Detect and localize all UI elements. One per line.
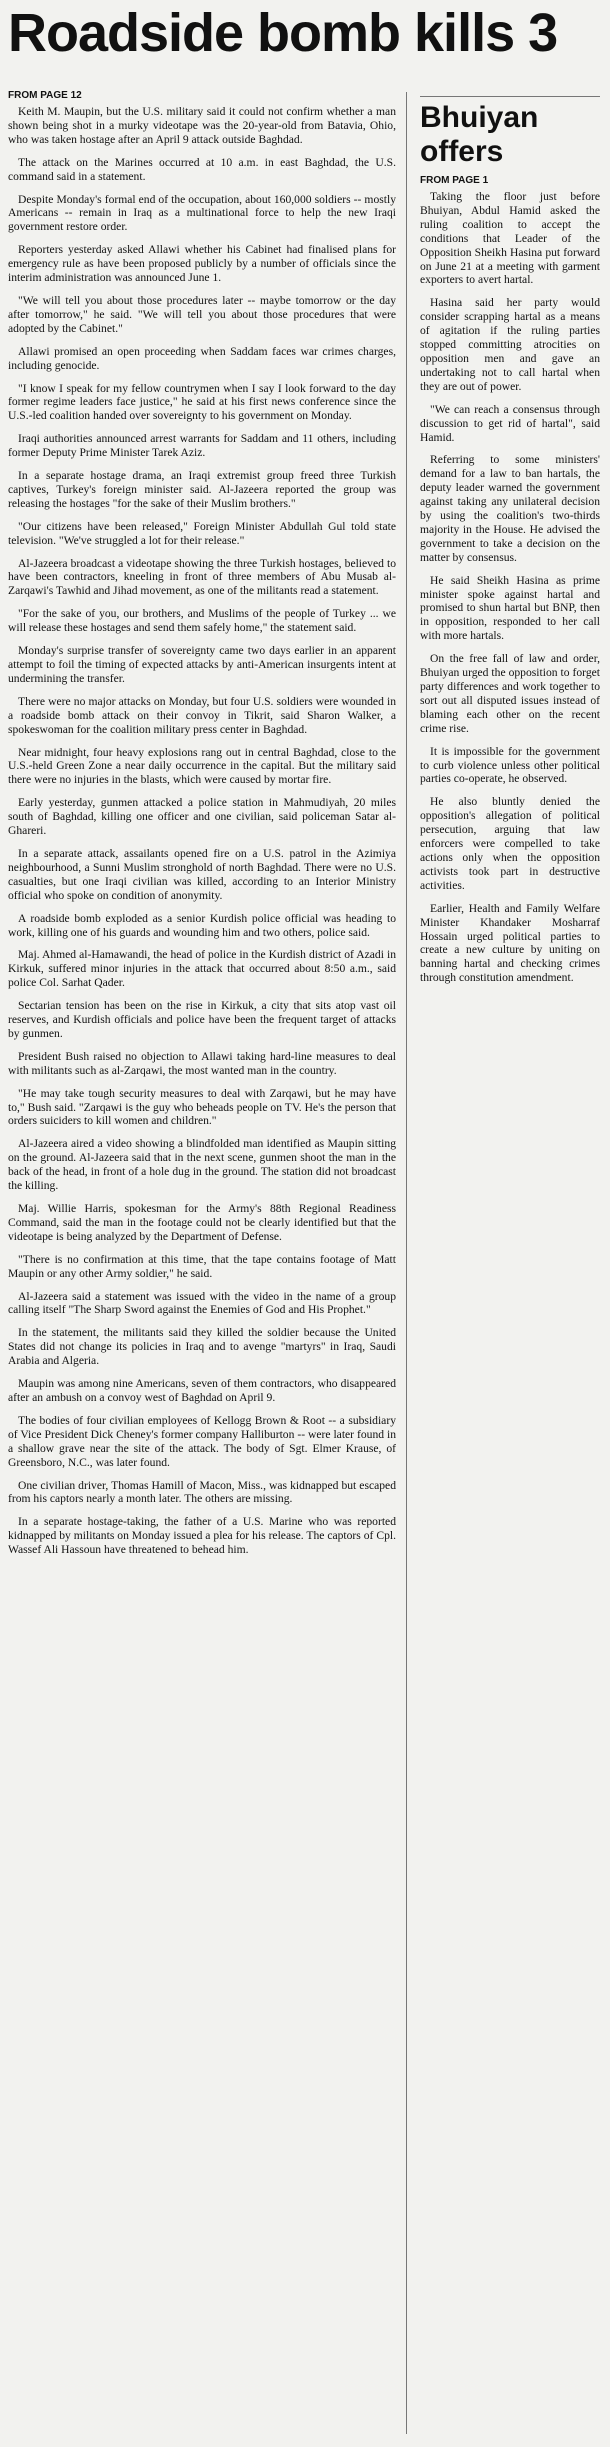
- article-paragraph: A roadside bomb exploded as a senior Kurdish police official was heading to work, killing one of his guards and wounding him and two others, police said.: [8, 911, 396, 939]
- article-paragraph: In a separate hostage-taking, the father of a U.S. Marine who was reported kidnapped by militants on Monday issued a plea for his release. The captors of Cpl. Wassef Ali Hassoun have threatened to behead him.: [8, 1515, 396, 1557]
- article-paragraph: The bodies of four civilian employees of Kellogg Brown & Root -- a subsidiary of Vice President Dick Cheney's former company Halliburton -- were later found in a shallow grave near the site of the attack. The body of Sgt. Elmer Krause, of Greensboro, N.C., was later found.: [8, 1413, 396, 1469]
- article-paragraph: Al-Jazeera said a statement was issued with the video in the name of a group calling itself "The Sharp Sword against the Enemies of God and His Prophet.": [8, 1289, 396, 1317]
- article-paragraph: One civilian driver, Thomas Hamill of Macon, Miss., was kidnapped but escaped from his captors nearly a month later. The others are missing.: [8, 1478, 396, 1506]
- article-paragraph: On the free fall of law and order, Bhuiyan urged the opposition to forget party differences and work together to sort out all disputed issues instead of blaming each other on the recent crime rise.: [420, 652, 600, 735]
- article-paragraph: The attack on the Marines occurred at 10 a.m. in east Baghdad, the U.S. command said in a statement.: [8, 155, 396, 183]
- article-paragraph: "We can reach a consensus through discussion to get rid of hartal", said Hamid.: [420, 402, 600, 444]
- second-story-body: [420, 190, 600, 985]
- article-paragraph: Sectarian tension has been on the rise in Kirkuk, a city that sits atop vast oil reserves, and Kurdish officials and police have been the frequent target of attacks by gunmen.: [8, 999, 396, 1040]
- article-paragraph: Near midnight, four heavy explosions rang out in central Baghdad, close to the U.S.-held Green Zone a near daily occurrence in the capital. But the military said there were no injuries in the blasts, which were caused by mortar fire.: [8, 745, 396, 787]
- article-paragraph: "He may take tough security measures to deal with Zarqawi, but he may have to," Bush said. "Zarqawi is the guy who beheads people on TV. He's the person that orders suiciders to kill women and children.": [8, 1086, 396, 1128]
- article-paragraph: President Bush raised no objection to Allawi taking hard-line measures to deal with militants such as al-Zarqawi, the most wanted man in the country.: [8, 1049, 396, 1077]
- article-paragraph: "I know I speak for my fellow countrymen when I say I look forward to the day former regime leaders face justice," he said at his first news conference since the U.S.-led coalition handed over sovereignty to his government on Monday.: [8, 381, 396, 423]
- article-paragraph: Iraqi authorities announced arrest warrants for Saddam and 11 others, including former Deputy Prime Minister Tarek Aziz.: [8, 432, 396, 460]
- article-paragraph: In a separate attack, assailants opened fire on a U.S. patrol in the Azimiya neighbourhood, a Sunni Muslim stronghold of north Baghdad. There were no U.S. casualties, but one Iraqi civilian was killed, according to an Interior Ministry official who spoke on condition of anonymity.: [8, 846, 396, 902]
- article-paragraph: "For the sake of you, our brothers, and Muslims of the people of Turkey ... we will release these hostages and send them safely home," the statement said.: [8, 607, 396, 635]
- article-paragraph: Maj. Ahmed al-Hamawandi, the head of police in the Kurdish district of Azadi in Kirkuk, suffered minor injuries in the attack that occurred about 8:50 a.m., said police Col. Sarhat Qader.: [8, 948, 396, 990]
- main-story-body: [8, 105, 396, 1557]
- article-paragraph: Al-Jazeera broadcast a videotape showing the three Turkish hostages, believed to have been contractors, kneeling in front of three members of Abu Musab al-Zarqawi's Tawhid and Jihad movement, as one of the militants read a statement.: [8, 556, 396, 598]
- article-paragraph: He also bluntly denied the opposition's allegation of political persecution, arguing that law enforcers were compelled to take actions only when the opposition activists took part in destructive activities.: [420, 795, 600, 892]
- article-paragraph: Hasina said her party would consider scrapping hartal as a means of agitation if the ruling parties stopped committing atrocities on opposition men and gave an undertaking not to call hartal when they are out of power.: [420, 296, 600, 393]
- article-paragraph: Referring to some ministers' demand for a law to ban hartals, the deputy leader warned the government against taking any unilateral decision by using the coalition's two-thirds majority in the House. He advised the government to take a decision on the matter by consensus.: [420, 453, 600, 564]
- article-paragraph: Despite Monday's formal end of the occupation, about 160,000 soldiers -- mostly Americans -- remain in Iraq as a multinational force to help the new Iraqi government restore order.: [8, 192, 396, 234]
- second-story-kicker: FROM PAGE 1: [420, 175, 489, 186]
- article-paragraph: Allawi promised an open proceeding when Saddam faces war crimes charges, including genocide.: [8, 344, 396, 372]
- article-paragraph: Keith M. Maupin, but the U.S. military said it could not confirm whether a man shown being shot in a murky videotape was the 20-year-old from Batavia, Ohio, who was taken hostage after an April 9 attack outside Baghdad.: [8, 105, 396, 146]
- article-paragraph: Taking the floor just before Bhuiyan, Abdul Hamid asked the ruling coalition to accept the conditions that Leader of the Opposition Sheikh Hasina put forward on June 21 at a meeting with garment exporters to avert hartal.: [420, 190, 600, 287]
- second-story-headline: Bhuiyan offers: [420, 96, 600, 169]
- article-paragraph: Monday's surprise transfer of sovereignty came two days earlier in an apparent attempt to foil the timing of expected attacks by anti-American insurgents intent at undermining the transfer.: [8, 644, 396, 685]
- article-paragraph: Earlier, Health and Family Welfare Minister Khandaker Mosharraf Hossain urged political parties to create a new culture by uniting on banning hartal and checking crimes through constitution amendment.: [420, 901, 600, 985]
- main-story-kicker: FROM PAGE 12: [8, 90, 82, 101]
- article-paragraph: "There is no confirmation at this time, that the tape contains footage of Matt Maupin or any other Army soldier," he said.: [8, 1252, 396, 1280]
- article-paragraph: There were no major attacks on Monday, but four U.S. soldiers were wounded in a roadside bomb attack on their convoy in Tikrit, said Sharon Walker, a spokeswoman for the coalition military press center in Baghdad.: [8, 694, 396, 736]
- article-paragraph: In a separate hostage drama, an Iraqi extremist group freed three Turkish captives, Turkey's foreign minister said. Al-Jazeera reported the group was releasing the hostages "for the sake of their Muslim brothers.": [8, 469, 396, 510]
- article-paragraph: Maj. Willie Harris, spokesman for the Army's 88th Regional Readiness Command, said the man in the footage could not be clearly identified but that the videotape is being analyzed by the Department of Defense.: [8, 1202, 396, 1243]
- column-divider: [406, 92, 407, 2434]
- article-paragraph: Al-Jazeera aired a video showing a blindfolded man identified as Maupin sitting on the ground. Al-Jazeera said that in the next scene, gunmen shoot the man in the back of the head, in front of a hole dug in the ground. The station did not broadcast the killing.: [8, 1137, 396, 1193]
- article-paragraph: He said Sheikh Hasina as prime minister spoke against hartal and promised to shun hartal but BNP, then in opposition, responded to her call with more hartals.: [420, 573, 600, 643]
- article-paragraph: Reporters yesterday asked Allawi whether his Cabinet had finalised plans for emergency rule as have been proposed publicly by a number of officials since the interim administration was announced June 1.: [8, 243, 396, 285]
- article-paragraph: In the statement, the militants said they killed the soldier because the United States did not change its policies in Iraq and to avenge "martyrs" in Iraq, Saudi Arabia and Algeria.: [8, 1326, 396, 1368]
- main-story-column: [8, 90, 396, 1566]
- article-paragraph: It is impossible for the government to curb violence unless other political parties co-operate, he observed.: [420, 744, 600, 786]
- article-paragraph: Early yesterday, gunmen attacked a police station in Mahmudiyah, 20 miles south of Baghdad, killing one officer and one civilian, said policeman Satar al-Ghareri.: [8, 796, 396, 838]
- second-story-column: [420, 90, 600, 994]
- article-paragraph: "We will tell you about those procedures later -- maybe tomorrow or the day after tomorrow," he said. "We will tell you about those procedures that were adopted by the Cabinet.": [8, 293, 396, 335]
- main-headline: Roadside bomb kills 3: [8, 3, 558, 63]
- article-paragraph: "Our citizens have been released," Foreign Minister Abdullah Gul told state television. "We've struggled a lot for their release.": [8, 519, 396, 547]
- article-paragraph: Maupin was among nine Americans, seven of them contractors, who disappeared after an ambush on a convoy west of Baghdad on April 9.: [8, 1377, 396, 1404]
